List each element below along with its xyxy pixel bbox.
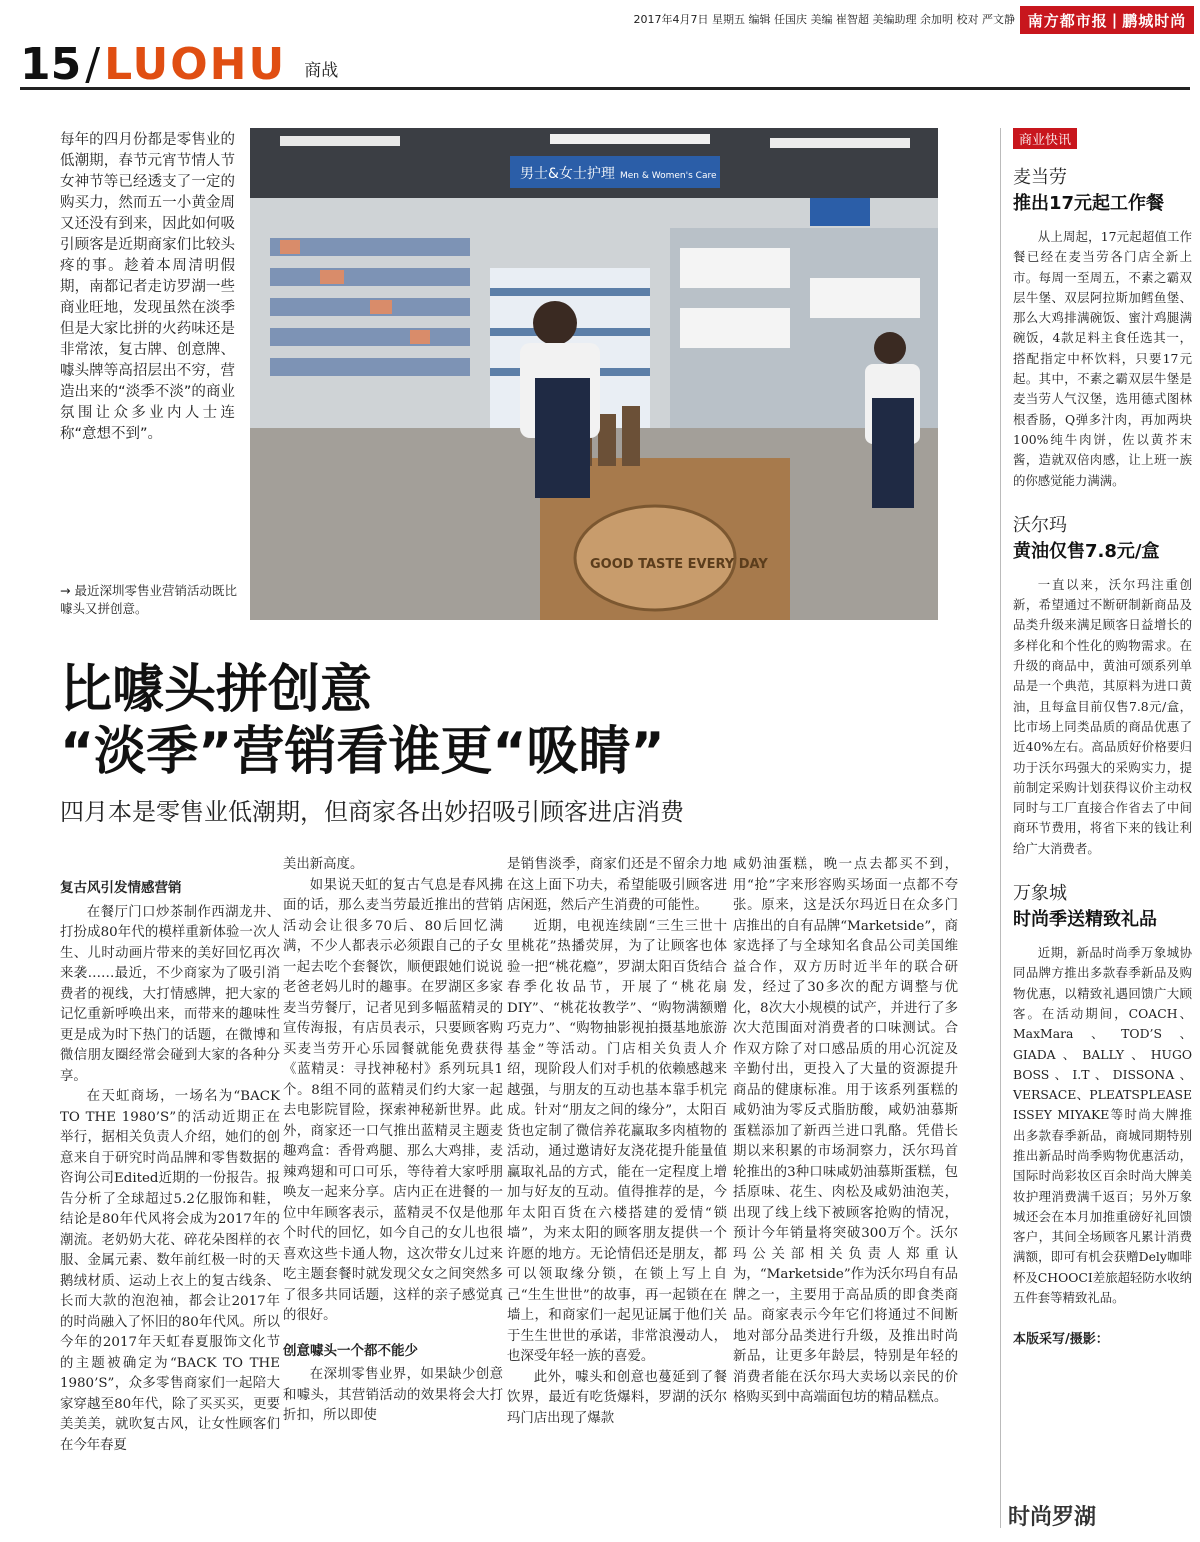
body-paragraph: 在深圳零售业界，如果缺少创意和噱头，其营销活动的效果将会大打折扣，所以即使	[283, 1367, 503, 1423]
masthead-separator: |	[1111, 11, 1119, 29]
body-column-1	[60, 872, 280, 1456]
body-paragraph: 咸奶油蛋糕，晚一点去都买不到，用“抢”字来形容购买场面一点都不夸张。原来，这是沃尔玛近日在众多门店推出的自有品牌“Marketside”，商家选择了与全球知名食品公司美国维益合作，双方历时近半年的联合研发，经过了30多次的配方调整与优化，8次大小规模的试产，并进行了多次大范围面对消费者的口味测试。合作双方除了对口感品质的用心沉淀及辛勤付出，更投入了大量的资源提升商品的健康标准。用于该系列蛋糕的咸奶油为零反式脂肪酸，咸奶油慕斯蛋糕添加了新西兰进口乳酪。凭借长期以来积累的市场洞察力，沃尔玛首轮推出的3种口味咸奶油慕斯蛋糕，包括原味、花生、肉松及咸奶油泡芙，出现了线上线下被顾客抢购的情况，预计今年销量将突破300万个。沃尔玛公关部相关负责人郑重认为，“Marketside”作为沃尔玛自有品牌之一，主要用于高品质的即食类商品。商家表示今年它们将通过不间断地对部分品类进行升级，及推出时尚新品，让更多年龄层，特别是年轻的消费者能在沃尔玛大卖场以亲民的价格购买到中高端面包坊的精品糕点。	[733, 857, 958, 1405]
sidebar-item	[1013, 879, 1192, 1308]
intro-text: 每年的四月份都是零售业的低潮期，春节元宵节情人节女神节等已经透支了一定的购买力，然而五一小黄金周又还没有到来，因此如何吸引顾客是近期商家们比较头疼的事。趁着本周清明假期，南都记者走访罗湖一些商业旺地，发现虽然在淡季但是大家比拼的火药味还是非常浓，复古牌、创意牌、噱头牌等高招层出不穷，营造出来的“淡季不淡”的商业氛围让众多业内人士连称“意想不到”。	[60, 132, 235, 442]
page-number: 15	[20, 39, 82, 90]
body-paragraph: 是销售淡季，商家们还是不留余力地在这上面下功夫，希望能吸引顾客进店闲逛，然后产生消费的可能性。	[507, 857, 727, 913]
display-text: GOOD TASTE EVERY DAY	[590, 557, 768, 572]
subsection-name: 商战	[304, 61, 339, 81]
headline-line1: 比噱头拼创意	[60, 660, 373, 720]
sidebar-item-title: 时尚季送精致礼品	[1013, 909, 1157, 931]
aisle-sign-en: Men & Women's Care	[620, 171, 717, 181]
body-paragraph: 此外，噱头和创意也蔓延到了餐饮界，最近有吃货爆料，罗湖的沃尔玛门店出现了爆款	[507, 1369, 727, 1426]
body-column-4	[733, 855, 958, 1409]
body-paragraph: 如果说天虹的复古气息是春风拂面的话，那么麦当劳最近推出的营销活动会让很多70后、80后回忆满满，不少人都表示必须跟自己的子女一起去吃个套餐饮，顺便跟她们说说老爸老妈儿时的趣事。在罗湖区多家麦当劳餐厅，记者见到多幅蓝精灵的宣传海报，有店员表示，只要顾客购买麦当劳开心乐园餐就能免费获得《蓝精灵：寻找神秘村》系列玩具1个。8组不同的蓝精灵们约大家一起去电影院冒险，探索神秘新世界。此外，商家还一口气推出蓝精灵主题麦趣鸡盒：香骨鸡腿、那么大鸡排，麦辣鸡翅和可口可乐，等待着大家呼朋唤友一起来分享。店内正在进餐的一位中年顾客表示，蓝精灵不仅是他那个时代的回忆，如今自己的女儿也很喜欢这些卡通人物，这次带女儿过来吃主题套餐时就发现父女之间突然多了很多共同话题，这样的亲子感觉真的很好。	[283, 877, 503, 1323]
body-paragraph: 近期，电视连续剧“三生三世十里桃花”热播荧屏，为了让顾客也体验一把“桃花瘾”，罗湖太阳百货结合春季化妆品节，开展了“桃花扇DIY”、“桃花妆教学”、“购物满额赠巧克力”、“购物抽影视拍摄基地旅游基金”等活动。门店相关负责人介绍，现阶段人们对手机的依赖感越来越强，与朋友的互动也基本靠手机完成。针对“朋友之间的缘分”，太阳百货也定制了微信养花赢取多肉植物的活动，通过邀请好友浇花提升能量值赢取礼品的方式，能在一定程度上增加与好友的互动。值得推荐的是，今年太阳百货在六楼搭建的爱情“锁墙”，为来太阳的顾客朋友提供一个许愿的地方。无论情侣还是朋友，都可以领取缘分锁，在锁上写上自己“生生世世”的故事，再一起锁在在墙上，和商家们一起见证属于他们关于生生世世的承诺，非常浪漫动人，也深受年轻一族的喜爱。	[507, 918, 727, 1364]
photo-caption: → 最近深圳零售业营销活动既比噱头又拼创意。	[60, 583, 237, 616]
page-meta-line: 2017年4月7日 星期五 编辑 任国庆 美编 崔智超 美编助理 余加明 校对 严文静	[633, 13, 1015, 26]
sidebar-item	[1013, 163, 1192, 491]
sidebar-item-brand: 沃尔玛	[1013, 514, 1067, 536]
body-subhead-1: 复古风引发情感营销	[60, 880, 182, 896]
sidebar-item	[1013, 511, 1192, 859]
body-subhead-2: 创意噱头一个都不能少	[283, 1342, 418, 1359]
sidebar-item-title: 推出17元起工作餐	[1013, 193, 1165, 214]
sidebar-credit: 本版采写/摄影：	[1013, 1332, 1109, 1348]
sidebar-item-title: 黄油仅售7.8元/盒	[1013, 540, 1160, 562]
sidebar-item-text: 从上周起，17元起超值工作餐已经在麦当劳各门店全新上市。每周一至周五，不素之霸双层牛堡、双层阿拉斯加鳕鱼堡、那么大鸡排满碗饭、蜜汁鸡腿满碗饭，4款足料主食任选其一，搭配指定中杯饮料，只要17元起。其中，不素之霸双层牛堡是麦当劳人气汉堡，选用德式图林根香肠，Q弹多汁肉，再加两块100%纯牛肉饼，佐以黄芥末酱，造就双倍肉感，让上班一族的你感觉能力满满。	[1013, 229, 1192, 488]
body-column-3	[507, 855, 727, 1429]
masthead-paper: 南方都市报	[1027, 11, 1108, 30]
sidebar-item-brand: 麦当劳	[1013, 167, 1067, 188]
sidebar-item-text: 一直以来，沃尔玛注重创新，希望通过不断研制新商品及品类升级来满足顾客日益增长的多样化和个性化的购物需求。在升级的商品中，黄油可颂系列单品是一个典范，其原料为进口黄油，且每盒目前仅售7.8元/盒，比市场上同类品质的商品优惠了近40%左右。高品质好价格要归功于沃尔玛强大的采购实力，提前制定采购计划获得议价主动权同时与工厂直接合作省去了中间商环节费用，将省下来的钱让利给广大消费者。	[1013, 576, 1192, 856]
body-paragraph: 美出新高度。	[283, 857, 364, 872]
body-paragraph: 在餐厅门口炒茶制作西湖龙井、打扮成80年代的模样重新体验一次人生、儿时动画片带来的美好回忆再次来袭……最近，不少商家为了吸引消费者的视线，大打情感牌，把大家的记忆重新呼唤出来，而带来的趣味性更是成为时下热门的话题，在微博和微信朋友圈经常会碰到大家的各种分享。	[60, 904, 280, 1084]
store-photo	[250, 128, 938, 620]
aisle-sign: 男士&女士护理	[520, 166, 615, 182]
header-slash: /	[85, 39, 101, 90]
wechat-watermark: 时尚罗湖	[1008, 1505, 1097, 1530]
body-paragraph: 在天虹商场，一场名为“BACK TO THE 1980’S”的活动近期正在举行，据相关负责人介绍，她们的创意来自于研究时尚品牌和零售数据的咨询公司Edited近期的一份报告。报告分析了全球超过5.2亿服饰和鞋，结论是80年代风将会成为2017年的潮流。老奶奶大花、碎花朵图样的衣服、金属元素、数年前红极一时的天鹅绒材质、运动上衣上的复古线条、长而大款的泡泡袖，都会让2017年的时尚融入了怀旧的80年代风。所以今年的2017年天虹春夏服饰文化节的主题被确定为“BACK TO THE 1980’S”，众多零售商家们一起陪大家穿越至80年代，除了买买买，更要美美美，就吹复古风，让女性顾客们在今年春夏	[60, 1089, 280, 1453]
headline-line2: “淡季”营销看谁更“吸睛”	[60, 722, 665, 782]
section-name: LUOHU	[104, 39, 287, 90]
sidebar-item-text: 近期，新品时尚季万象城协同品牌方推出多款春季新品及购物优惠，以精致礼遇回馈广大顾客。在活动期间，COACH、MaxMara、TOD’S、GIADA、BALLY、HUGO BOSS、I.T、DISSONA、VERSACE、PLEATSPLEASE ISSEY MIYAKE等时尚大牌推出多款春季新品，商城同期特别推出新品时尚季购物优惠活动，国际时尚彩妆区百余时尚大牌美妆护理消费满千返百；另外万象城还会在本月加推重磅好礼回馈客户，其间全场顾客凡累计消费满额，即可有机会获赠Dely咖啡杯及CHOOCI差旅超轻防水收纳五件套等精致礼品。	[1013, 945, 1192, 1306]
masthead-supplement: 鹏城时尚	[1122, 11, 1187, 30]
sidebar-tag: 商业快讯	[1013, 128, 1077, 149]
news-sidebar	[1000, 128, 1192, 1528]
headline-deck: 四月本是零售业低潮期，但商家各出妙招吸引顾客进店消费	[60, 798, 684, 826]
page-header	[20, 30, 1190, 90]
body-column-2	[283, 855, 503, 1427]
sidebar-item-brand: 万象城	[1013, 883, 1067, 905]
store-photo-illustration	[250, 128, 938, 620]
